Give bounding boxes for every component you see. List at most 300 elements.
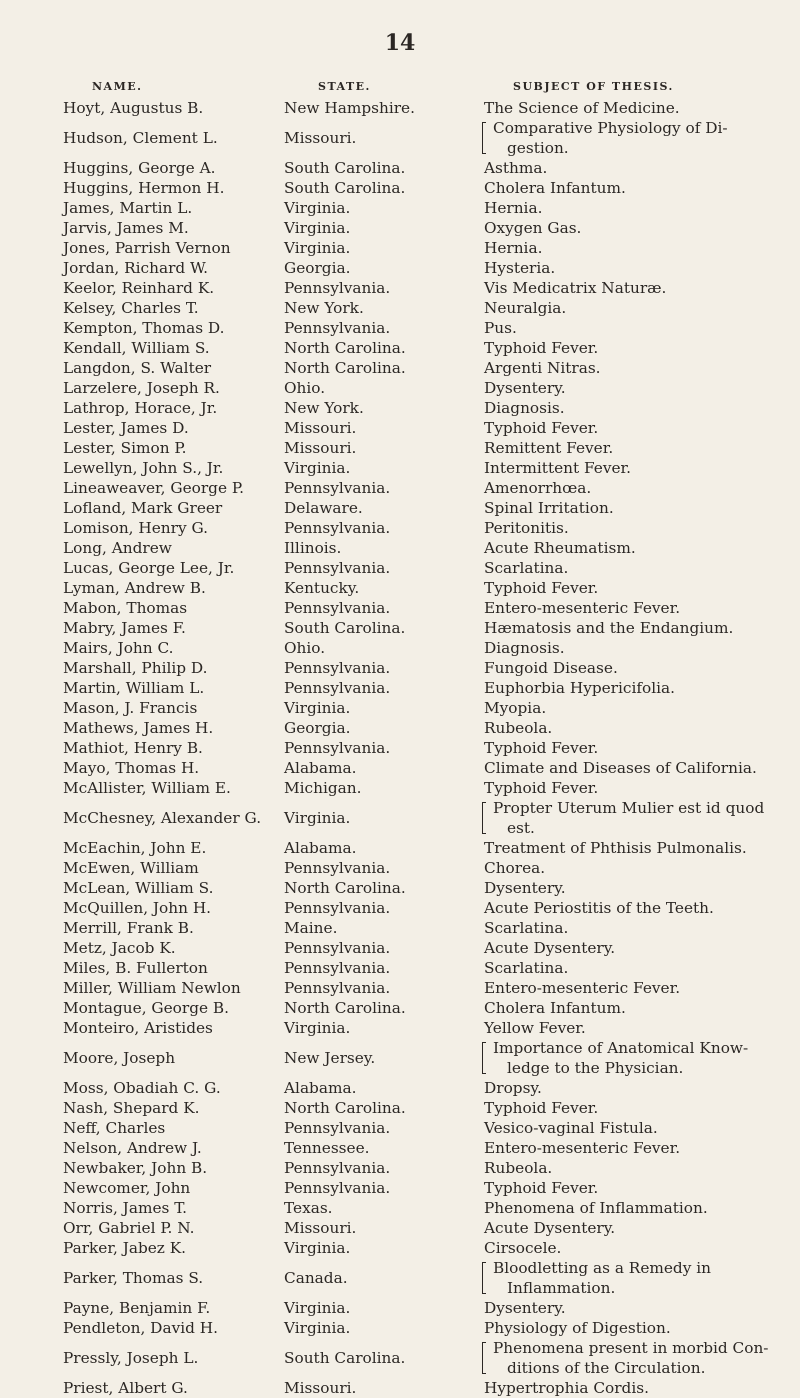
student-state: Alabama. [284, 1079, 357, 1097]
table-row [63, 438, 783, 458]
student-name: Langdon, S. Walter [63, 359, 212, 377]
table-row [63, 98, 783, 118]
thesis-subject [484, 1258, 783, 1298]
thesis-subject [484, 1378, 783, 1398]
student-state: Tennessee. [284, 1139, 370, 1157]
thesis-line: Acute Dysentery. [484, 939, 616, 957]
table-row [63, 958, 783, 978]
thesis-line: Yellow Fever. [484, 1019, 586, 1037]
student-state: Missouri. [284, 1379, 357, 1397]
student-state: Pennsylvania. [284, 899, 391, 917]
student-name: Nash, Shepard K. [63, 1099, 200, 1117]
table-row [63, 258, 783, 278]
thesis-subject [484, 438, 783, 458]
student-state: Missouri. [284, 129, 357, 147]
student-state: South Carolina. [284, 159, 406, 177]
student-name: Lester, Simon P. [63, 439, 187, 457]
thesis-subject [484, 1298, 783, 1318]
thesis-subject [484, 898, 783, 918]
table-row [63, 878, 783, 898]
brace-mark [482, 1042, 487, 1074]
thesis-line: Vesico-vaginal Fistula. [484, 1119, 658, 1137]
student-name: Jarvis, James M. [63, 219, 189, 237]
student-state: Virginia. [284, 459, 351, 477]
table-row [63, 1158, 783, 1178]
student-name: McEachin, John E. [63, 839, 207, 857]
table-row [63, 1318, 783, 1338]
thesis-subject [484, 478, 783, 498]
student-state: Missouri. [284, 1219, 357, 1237]
student-state: North Carolina. [284, 339, 406, 357]
student-name: Miles, B. Fullerton [63, 959, 208, 977]
thesis-line: Rubeola. [484, 1159, 553, 1177]
table-row [63, 1378, 783, 1398]
student-state: Pennsylvania. [284, 1159, 391, 1177]
thesis-line: Phenomena present in morbid Con- [493, 1339, 769, 1357]
student-name: Lofland, Mark Greer [63, 499, 223, 517]
thesis-line: Amenorrhœa. [484, 479, 592, 497]
student-name: McEwen, William [63, 859, 199, 877]
brace-mark [482, 122, 487, 154]
thesis-subject [484, 838, 783, 858]
thesis-subject [484, 338, 783, 358]
student-name: Moss, Obadiah C. G. [63, 1079, 221, 1097]
table-row [63, 518, 783, 538]
table-row [63, 1038, 783, 1078]
brace-mark [482, 1342, 487, 1374]
thesis-subject [484, 1338, 783, 1378]
student-name: Montague, George B. [63, 999, 230, 1017]
table-row [63, 1118, 783, 1138]
student-name: Mathews, James H. [63, 719, 214, 737]
thesis-line: Asthma. [484, 159, 548, 177]
student-state: Pennsylvania. [284, 659, 391, 677]
table-row [63, 1258, 783, 1298]
table-row [63, 1218, 783, 1238]
student-state: Pennsylvania. [284, 739, 391, 757]
table-row [63, 298, 783, 318]
student-state: Michigan. [284, 779, 362, 797]
table-row [63, 1298, 783, 1318]
student-state: Pennsylvania. [284, 679, 391, 697]
thesis-line: Chorea. [484, 859, 546, 877]
thesis-subject [484, 1158, 783, 1178]
thesis-line: Typhoid Fever. [484, 1179, 599, 1197]
thesis-line: Scarlatina. [484, 959, 569, 977]
student-name: Moore, Joseph [63, 1049, 176, 1067]
thesis-subject [484, 498, 783, 518]
student-state: Ohio. [284, 639, 326, 657]
student-name: Mason, J. Francis [63, 699, 198, 717]
thesis-line: Dysentery. [484, 879, 566, 897]
thesis-line: Typhoid Fever. [484, 1099, 599, 1117]
student-name: Jones, Parrish Vernon [63, 239, 231, 257]
table-row [63, 158, 783, 178]
thesis-subject [484, 598, 783, 618]
student-name: Neff, Charles [63, 1119, 166, 1137]
table-row [63, 338, 783, 358]
thesis-line: Acute Periostitis of the Teeth. [484, 899, 714, 917]
student-state: Illinois. [284, 539, 342, 557]
student-name: Lomison, Henry G. [63, 519, 208, 537]
thesis-subject [484, 758, 783, 778]
student-state: Pennsylvania. [284, 519, 391, 537]
student-name: Mabon, Thomas [63, 599, 188, 617]
student-state: Pennsylvania. [284, 859, 391, 877]
student-name: McLean, William S. [63, 879, 214, 897]
thesis-line-continued: est. [507, 819, 535, 837]
thesis-line: Typhoid Fever. [484, 739, 599, 757]
thesis-subject [484, 158, 783, 178]
student-name: Priest, Albert G. [63, 1379, 188, 1397]
student-state: Pennsylvania. [284, 959, 391, 977]
thesis-line: Typhoid Fever. [484, 339, 599, 357]
student-state: New Jersey. [284, 1049, 376, 1067]
table-row [63, 238, 783, 258]
student-name: Nelson, Andrew J. [63, 1139, 202, 1157]
thesis-line-continued: gestion. [507, 139, 569, 157]
thesis-subject [484, 1038, 783, 1078]
student-state: Missouri. [284, 419, 357, 437]
table-row [63, 398, 783, 418]
thesis-line: Treatment of Phthisis Pulmonalis. [484, 839, 747, 857]
student-name: Parker, Thomas S. [63, 1269, 204, 1287]
table-row [63, 938, 783, 958]
student-name: Newcomer, John [63, 1179, 191, 1197]
thesis-subject [484, 738, 783, 758]
student-name: Pendleton, David H. [63, 1319, 218, 1337]
column-header-subject: SUBJECT OF THESIS. [513, 80, 674, 93]
student-state: Alabama. [284, 759, 357, 777]
student-state: Virginia. [284, 1319, 351, 1337]
student-name: Lineaweaver, George P. [63, 479, 244, 497]
student-state: North Carolina. [284, 999, 406, 1017]
thesis-line: Hernia. [484, 239, 543, 257]
thesis-line: Pus. [484, 319, 517, 337]
table-row [63, 418, 783, 438]
student-name: Huggins, George A. [63, 159, 216, 177]
thesis-line: Hypertrophia Cordis. [484, 1379, 649, 1397]
thesis-subject [484, 558, 783, 578]
student-state: South Carolina. [284, 619, 406, 637]
student-state: South Carolina. [284, 1349, 406, 1367]
thesis-subject [484, 278, 783, 298]
thesis-subject [484, 978, 783, 998]
thesis-subject [484, 238, 783, 258]
student-name: Merrill, Frank B. [63, 919, 194, 937]
table-row [63, 578, 783, 598]
student-name: Keelor, Reinhard K. [63, 279, 215, 297]
thesis-line: Importance of Anatomical Know- [493, 1039, 749, 1057]
student-name: Jordan, Richard W. [63, 259, 208, 277]
student-name: Kendall, William S. [63, 339, 210, 357]
table-row [63, 858, 783, 878]
thesis-line: Scarlatina. [484, 919, 569, 937]
thesis-subject [484, 938, 783, 958]
student-state: New York. [284, 299, 364, 317]
student-state: North Carolina. [284, 359, 406, 377]
thesis-line: Myopia. [484, 699, 547, 717]
thesis-line: Physiology of Digestion. [484, 1319, 671, 1337]
table-row [63, 718, 783, 738]
thesis-subject [484, 378, 783, 398]
student-state: Pennsylvania. [284, 979, 391, 997]
thesis-subject [484, 658, 783, 678]
student-name: Lathrop, Horace, Jr. [63, 399, 218, 417]
thesis-subject [484, 1018, 783, 1038]
thesis-subject [484, 1218, 783, 1238]
table-row [63, 998, 783, 1018]
thesis-subject [484, 998, 783, 1018]
thesis-subject [484, 1138, 783, 1158]
thesis-subject [484, 178, 783, 198]
student-name: Huggins, Hermon H. [63, 179, 225, 197]
table-row [63, 358, 783, 378]
student-state: Delaware. [284, 499, 363, 517]
student-name: Metz, Jacob K. [63, 939, 176, 957]
student-state: Pennsylvania. [284, 1179, 391, 1197]
thesis-subject [484, 198, 783, 218]
column-header-state: STATE. [318, 80, 371, 93]
thesis-line: Diagnosis. [484, 639, 565, 657]
thesis-subject [484, 798, 783, 838]
thesis-subject [484, 778, 783, 798]
thesis-line: Diagnosis. [484, 399, 565, 417]
thesis-subject [484, 878, 783, 898]
table-row [63, 1178, 783, 1198]
student-name: Kempton, Thomas D. [63, 319, 225, 337]
thesis-line: Cholera Infantum. [484, 999, 626, 1017]
table-row [63, 458, 783, 478]
graduates-table [63, 98, 783, 1398]
thesis-line: Hæmatosis and the Endangium. [484, 619, 734, 637]
table-row [63, 558, 783, 578]
thesis-subject [484, 678, 783, 698]
table-row [63, 1098, 783, 1118]
student-name: McQuillen, John H. [63, 899, 212, 917]
thesis-subject [484, 418, 783, 438]
student-name: Hoyt, Augustus B. [63, 99, 204, 117]
page-number: 14 [384, 30, 416, 56]
thesis-subject [484, 1118, 783, 1138]
student-name: Mayo, Thomas H. [63, 759, 200, 777]
thesis-line: Euphorbia Hypericifolia. [484, 679, 675, 697]
thesis-line-continued: ledge to the Physician. [507, 1059, 684, 1077]
table-row [63, 758, 783, 778]
student-name: Lewellyn, John S., Jr. [63, 459, 224, 477]
thesis-subject [484, 1078, 783, 1098]
student-name: Parker, Jabez K. [63, 1239, 187, 1257]
student-state: Pennsylvania. [284, 319, 391, 337]
student-name: Orr, Gabriel P. N. [63, 1219, 195, 1237]
thesis-line: The Science of Medicine. [484, 99, 680, 117]
student-name: Monteiro, Aristides [63, 1019, 213, 1037]
thesis-line: Remittent Fever. [484, 439, 614, 457]
table-row [63, 178, 783, 198]
thesis-subject [484, 918, 783, 938]
thesis-subject [484, 298, 783, 318]
table-row [63, 498, 783, 518]
thesis-line: Acute Dysentery. [484, 1219, 616, 1237]
thesis-subject [484, 718, 783, 738]
brace-mark [482, 802, 487, 834]
thesis-subject [484, 698, 783, 718]
thesis-line: Fungoid Disease. [484, 659, 618, 677]
thesis-subject [484, 958, 783, 978]
student-name: Miller, William Newlon [63, 979, 241, 997]
thesis-line: Hernia. [484, 199, 543, 217]
table-row [63, 1078, 783, 1098]
thesis-line: Vis Medicatrix Naturæ. [484, 279, 667, 297]
thesis-subject [484, 538, 783, 558]
student-state: Kentucky. [284, 579, 360, 597]
student-state: Virginia. [284, 1239, 351, 1257]
student-name: Martin, William L. [63, 679, 205, 697]
student-state: New York. [284, 399, 364, 417]
table-row [63, 1238, 783, 1258]
student-state: Pennsylvania. [284, 939, 391, 957]
table-row [63, 798, 783, 838]
table-row [63, 978, 783, 998]
thesis-line: Dysentery. [484, 1299, 566, 1317]
student-state: Alabama. [284, 839, 357, 857]
student-name: McAllister, William E. [63, 779, 231, 797]
column-header-name: NAME. [92, 80, 143, 93]
table-row [63, 898, 783, 918]
thesis-line: Rubeola. [484, 719, 553, 737]
thesis-subject [484, 98, 783, 118]
student-name: Lyman, Andrew B. [63, 579, 206, 597]
thesis-subject [484, 458, 783, 478]
student-state: Virginia. [284, 1019, 351, 1037]
student-state: Pennsylvania. [284, 559, 391, 577]
student-name: Lester, James D. [63, 419, 189, 437]
thesis-line: Comparative Physiology of Di- [493, 119, 728, 137]
table-row [63, 318, 783, 338]
table-row [63, 778, 783, 798]
table-row [63, 918, 783, 938]
thesis-line-continued: Inflammation. [507, 1279, 616, 1297]
thesis-line: Climate and Diseases of California. [484, 759, 757, 777]
thesis-subject [484, 118, 783, 158]
table-row [63, 1198, 783, 1218]
student-state: Virginia. [284, 1299, 351, 1317]
student-state: Georgia. [284, 259, 351, 277]
thesis-line: Neuralgia. [484, 299, 567, 317]
thesis-subject [484, 398, 783, 418]
thesis-line: Cirsocele. [484, 1239, 562, 1257]
student-state: Pennsylvania. [284, 599, 391, 617]
thesis-subject [484, 218, 783, 238]
thesis-subject [484, 578, 783, 598]
thesis-subject [484, 358, 783, 378]
thesis-line: Cholera Infantum. [484, 179, 626, 197]
table-row [63, 478, 783, 498]
thesis-line: Entero-mesenteric Fever. [484, 979, 681, 997]
thesis-line: Typhoid Fever. [484, 779, 599, 797]
thesis-line: Scarlatina. [484, 559, 569, 577]
thesis-line: Dysentery. [484, 379, 566, 397]
student-state: Pennsylvania. [284, 279, 391, 297]
thesis-subject [484, 318, 783, 338]
student-name: Kelsey, Charles T. [63, 299, 199, 317]
table-row [63, 118, 783, 158]
table-row [63, 1018, 783, 1038]
student-name: Long, Andrew [63, 539, 172, 557]
student-state: Virginia. [284, 699, 351, 717]
student-name: Mairs, John C. [63, 639, 174, 657]
table-row [63, 658, 783, 678]
student-state: Virginia. [284, 809, 351, 827]
student-name: Larzelere, Joseph R. [63, 379, 220, 397]
table-row [63, 378, 783, 398]
table-row [63, 1338, 783, 1378]
thesis-line: Bloodletting as a Remedy in [493, 1259, 711, 1277]
table-row [63, 218, 783, 238]
student-state: Canada. [284, 1269, 348, 1287]
student-state: Ohio. [284, 379, 326, 397]
table-row [63, 598, 783, 618]
thesis-subject [484, 258, 783, 278]
student-name: Mathiot, Henry B. [63, 739, 203, 757]
student-state: Virginia. [284, 239, 351, 257]
thesis-line: Peritonitis. [484, 519, 569, 537]
thesis-subject [484, 618, 783, 638]
table-row [63, 278, 783, 298]
thesis-line: Entero-mesenteric Fever. [484, 1139, 681, 1157]
student-state: South Carolina. [284, 179, 406, 197]
student-name: Payne, Benjamin F. [63, 1299, 211, 1317]
student-name: Marshall, Philip D. [63, 659, 208, 677]
thesis-line: Propter Uterum Mulier est id quod [493, 799, 765, 817]
thesis-line-continued: ditions of the Circulation. [507, 1359, 706, 1377]
student-state: North Carolina. [284, 1099, 406, 1117]
student-name: Norris, James T. [63, 1199, 188, 1217]
table-row [63, 738, 783, 758]
brace-mark [482, 1262, 487, 1294]
thesis-subject [484, 858, 783, 878]
thesis-line: Argenti Nitras. [484, 359, 601, 377]
student-name: Pressly, Joseph L. [63, 1349, 199, 1367]
student-state: Pennsylvania. [284, 1119, 391, 1137]
thesis-line: Entero-mesenteric Fever. [484, 599, 681, 617]
student-state: Pennsylvania. [284, 479, 391, 497]
table-row [63, 618, 783, 638]
thesis-line: Dropsy. [484, 1079, 542, 1097]
table-row [63, 538, 783, 558]
thesis-line: Acute Rheumatism. [484, 539, 636, 557]
thesis-line: Intermittent Fever. [484, 459, 632, 477]
student-name: McChesney, Alexander G. [63, 809, 262, 827]
table-row [63, 698, 783, 718]
table-row [63, 838, 783, 858]
student-state: Virginia. [284, 219, 351, 237]
thesis-line: Hysteria. [484, 259, 556, 277]
thesis-subject [484, 1198, 783, 1218]
thesis-line: Spinal Irritation. [484, 499, 614, 517]
student-name: James, Martin L. [63, 199, 193, 217]
student-name: Hudson, Clement L. [63, 129, 218, 147]
student-name: Newbaker, John B. [63, 1159, 208, 1177]
table-row [63, 638, 783, 658]
thesis-line: Typhoid Fever. [484, 579, 599, 597]
table-row [63, 198, 783, 218]
thesis-subject [484, 518, 783, 538]
thesis-line: Oxygen Gas. [484, 219, 582, 237]
thesis-subject [484, 1098, 783, 1118]
student-state: North Carolina. [284, 879, 406, 897]
thesis-subject [484, 1178, 783, 1198]
